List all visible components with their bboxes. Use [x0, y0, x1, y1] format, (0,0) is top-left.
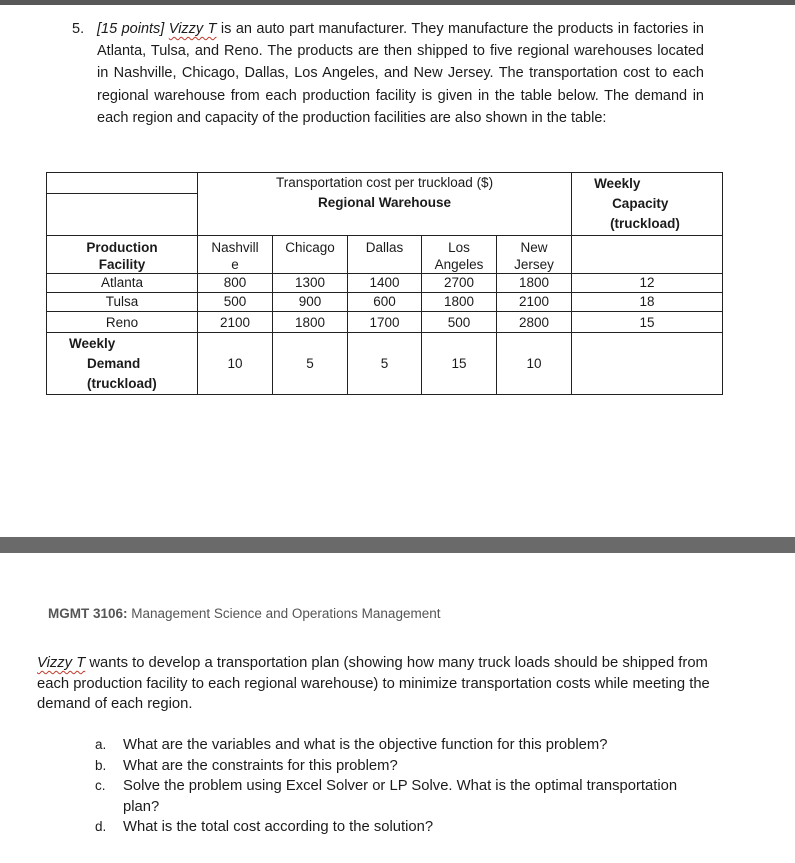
part-text: What are the constraints for this problem?	[123, 757, 398, 774]
demand-cell: 15	[422, 333, 497, 395]
demand-label-cell	[47, 333, 198, 395]
part-label: d.	[95, 819, 107, 835]
cost-cell: 1700	[348, 312, 422, 333]
facility-name: Reno	[47, 312, 198, 333]
list-item	[95, 756, 715, 777]
top-border	[0, 0, 795, 5]
paragraph-text: wants to develop a transportation plan (showing how many truck loads should be shipped from each production facility to each regional warehouse) to minimize transportation costs while meeting the demand of each region.	[37, 655, 710, 713]
facility-name: Atlanta	[47, 274, 198, 293]
capacity-header-line2: Capacity	[612, 196, 669, 211]
part-text: What is the total cost according to the solution?	[123, 819, 434, 836]
blank-header-cell-2	[47, 194, 198, 236]
demand-label-line1: Weekly	[69, 336, 116, 351]
warehouse-name-cont: e	[231, 257, 239, 272]
demand-cell: 5	[348, 333, 422, 395]
part-text: What are the variables and what is the objective function for this problem?	[123, 737, 608, 753]
cost-cell: 1300	[273, 274, 348, 293]
cost-cell: 500	[198, 293, 273, 312]
warehouse-header	[497, 236, 572, 274]
list-item	[95, 776, 715, 817]
capacity-header-line1: Weekly	[594, 176, 641, 191]
warehouse-name: Los	[448, 240, 470, 255]
cost-cell: 800	[198, 274, 273, 293]
paragraph-company: Vizzy T	[37, 655, 86, 671]
demand-cell: 5	[273, 333, 348, 395]
question-text	[97, 18, 704, 129]
list-item	[95, 817, 715, 838]
cost-cell: 2800	[497, 312, 572, 333]
cost-cell: 1800	[273, 312, 348, 333]
warehouse-name: New	[520, 240, 548, 255]
table-row	[47, 274, 723, 293]
warehouse-header	[198, 236, 273, 274]
course-footer	[48, 606, 440, 621]
cost-cell: 1800	[497, 274, 572, 293]
capacity-header-line3: (truckload)	[610, 216, 680, 231]
question-body: is an auto part manufacturer. They manufacture the products in factories in Atlanta, Tulsa, and Reno. The products are then shipped to five regional warehouses located in Nashville, Chicago, Dallas, Los Angeles, and New Jersey. The transportation cost to each regional warehouse from each production facility is given in the table below. The demand in each region and capacity of the production facilities are also shown in the table:	[97, 21, 704, 126]
demand-cell: 10	[497, 333, 572, 395]
list-item	[95, 735, 715, 756]
cost-header: Transportation cost per truckload ($)	[275, 175, 494, 190]
page-divider	[0, 537, 795, 553]
facility-name: Tulsa	[47, 293, 198, 312]
company-name: Vizzy T	[168, 21, 217, 37]
demand-label-line3: (truckload)	[87, 376, 157, 391]
cost-cell: 2100	[198, 312, 273, 333]
warehouse-header	[273, 236, 348, 274]
cost-cell: 1400	[348, 274, 422, 293]
cost-table	[46, 172, 723, 395]
blank-header-cell	[47, 173, 198, 194]
blank-demand-cap-cell	[572, 333, 723, 395]
course-name: Management Science and Operations Management	[127, 606, 441, 621]
blank-cap-cell	[572, 236, 723, 274]
capacity-cell: 12	[572, 274, 723, 293]
facility-header-line1: Production	[86, 240, 158, 255]
demand-cell: 10	[198, 333, 273, 395]
part-text: Solve the problem using Excel Solver or LP Solve. What is the optimal transportation plan?	[123, 778, 678, 815]
facility-header-cell	[47, 236, 198, 274]
facility-header-line2: Facility	[98, 257, 146, 272]
cost-cell: 1800	[422, 293, 497, 312]
demand-row	[47, 333, 723, 395]
cost-cell: 2700	[422, 274, 497, 293]
part-label: a.	[95, 737, 107, 752]
warehouse-header	[422, 236, 497, 274]
warehouse-header	[348, 236, 422, 274]
cost-cell: 900	[273, 293, 348, 312]
cost-cell: 600	[348, 293, 422, 312]
part-label: b.	[95, 757, 107, 773]
question-parts	[95, 735, 715, 838]
table-row	[47, 312, 723, 333]
cost-cell: 500	[422, 312, 497, 333]
capacity-cell: 18	[572, 293, 723, 312]
question-number: 5.	[72, 21, 85, 37]
course-code: MGMT 3106:	[48, 606, 128, 621]
table-row	[47, 293, 723, 312]
warehouse-name: Chicago	[285, 240, 335, 255]
cost-header-cell	[198, 173, 572, 236]
demand-label-line2: Demand	[87, 356, 141, 371]
problem-paragraph	[37, 653, 727, 715]
warehouse-name: Dallas	[365, 240, 404, 255]
cost-cell: 2100	[497, 293, 572, 312]
part-label: c.	[95, 778, 106, 794]
region-header: Regional Warehouse	[318, 195, 452, 210]
warehouse-name-cont: Angeles	[434, 257, 484, 272]
capacity-header-cell	[572, 173, 723, 236]
warehouse-name: Nashvill	[211, 240, 259, 255]
question-points: [15 points]	[97, 21, 165, 37]
warehouse-name-cont: Jersey	[514, 257, 554, 272]
capacity-cell: 15	[572, 312, 723, 333]
